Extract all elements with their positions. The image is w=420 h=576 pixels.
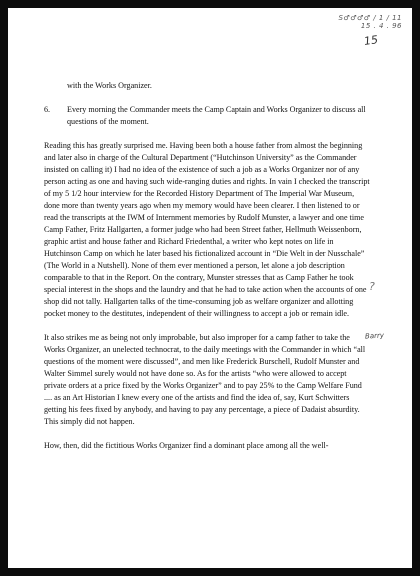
numbered-paragraph-6 [44, 104, 370, 128]
margin-question-mark: ? [369, 280, 375, 293]
reference-line-2: 15 . 4 . 96 [360, 22, 402, 30]
archive-reference-annotation [338, 14, 402, 30]
document-page [8, 8, 412, 568]
margin-handwritten-note: Barry [364, 331, 385, 341]
handwritten-page-number: 15 [363, 33, 379, 48]
paragraph-continuation: with the Works Organizer. [67, 81, 152, 90]
paragraph-improbable: It also strikes me as being not only improbable, but also improper for a camp father to take the Works Organizer, an unelected technocrat, to the daily meetings with the Commander in which “all questions of the moment were discussed”, and men like Frederick Burschell, Rudolf Munster and Walter Simmel surely would not have done so. As for the artists “who were allowed to accept private orders at a price fixed by the Works Organizer” and to pay 25% to the Camp Welfare Fund .... as an Art Historian I knew every one of the artists and find the idea of, say, Kurt Schwitters getting his fees fixed by anybody, and having to pay any percentage, a piece of Dadaist absurdity. This simply did not happen. [44, 333, 366, 426]
paragraph-fictitious-organizer: How, then, did the fictitious Works Organizer find a dominant place among all the well- [44, 441, 329, 450]
reference-line-1: S♂♂♂♂ / 1 / 11 [338, 14, 402, 22]
paragraph-reading-surprised: Reading this has greatly surprised me. Having been both a house father from almost the beginning and later also in charge of the Cultural Department (“Hutchinson University” as the Commander insisted on calling it) I had no idea of the existence of such a job as a Works Organizer nor of any person acting as one and having such wide-ranging duties and rights. In vain I checked the transcript of my 5 1/2 hour interview for the Recorded History Department of The Imperial War Museum, done more than twenty years ago when my memory would have been clearer. I then listened to or read the transcripts at the IWM of Internment memories by Rudolf Munster, a lawyer and one time Camp Father, Fritz Hallgarten, a former judge who had been Street father, Hellmuth Weissenborn, graphic artist and house father and Richard Friedenthal, a writer who kept notes on life in Hutchinson Camp on which he later based his fictionalized account in “Die Welt in der Nusschale” (The World in a Nutshell). None of them ever mentioned a person, let alone a job description comparable to that in the Report. On the contrary, Munster stresses that as Camp Father he took special interest in the shops and the laundry and that he had to take action when the accounts of one shop did not tally. Hallgarten talks of the time-consuming job as welfare organizer and allotting pocket money to the destitutes, independent of their willingness to accept a job or remain idle. [44, 141, 370, 318]
numbered-paragraph-text: Every morning the Commander meets the Camp Captain and Works Organizer to discuss all questions of the moment. [67, 105, 366, 126]
document-body [44, 80, 370, 464]
paragraph-number: 6. [44, 105, 51, 114]
